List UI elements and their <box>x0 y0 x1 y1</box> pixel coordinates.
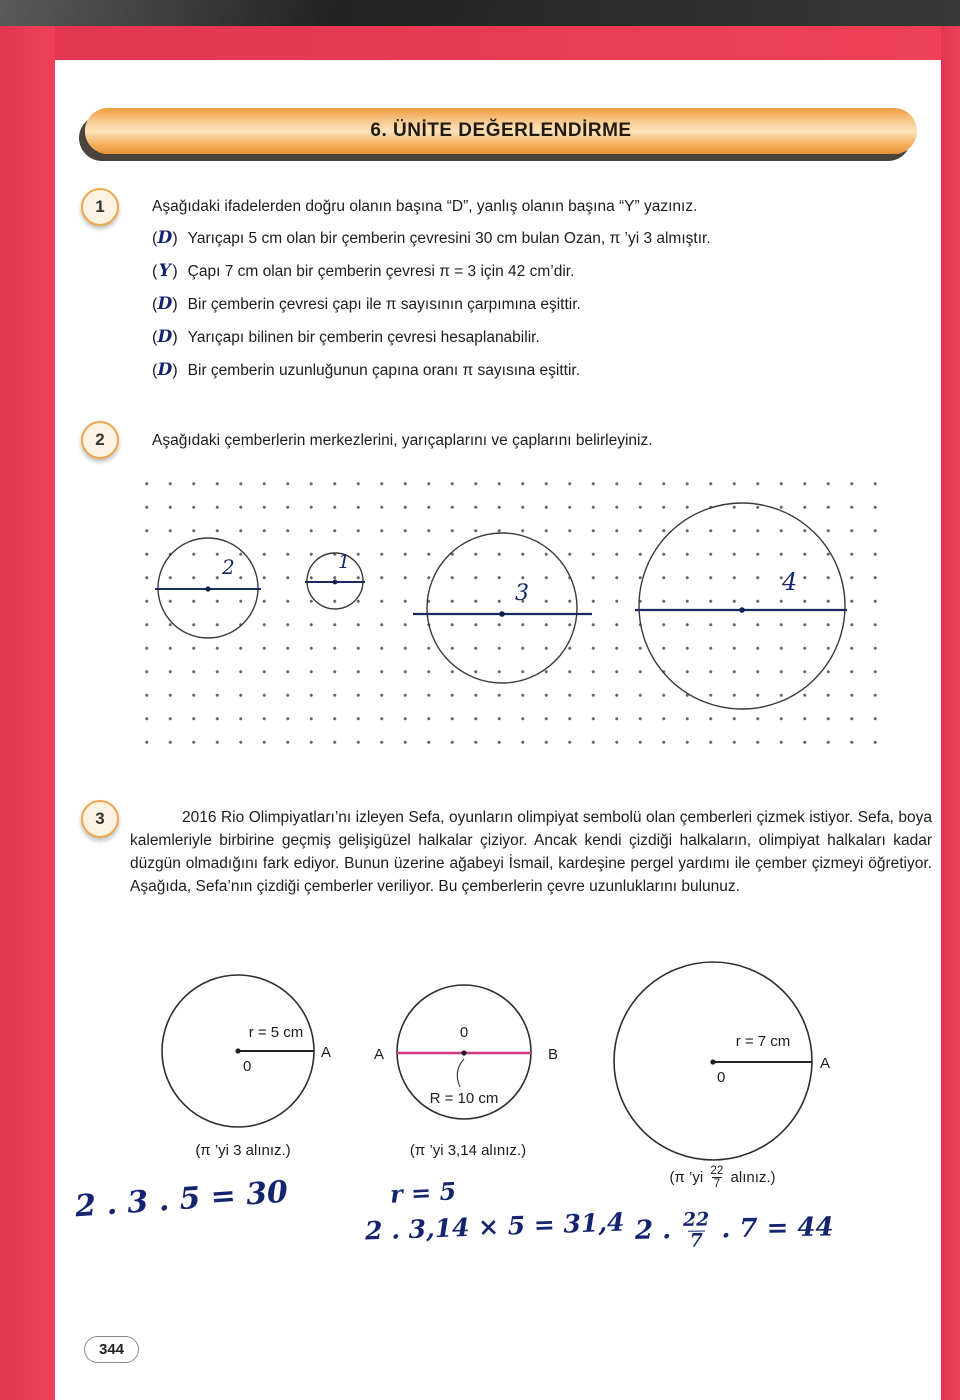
figure-r7-circle <box>605 958 840 1166</box>
r5-center-dot <box>235 1048 240 1053</box>
true-false-item <box>152 261 892 282</box>
figure-r7-caption <box>600 1165 845 1191</box>
d10-pointer-curve <box>457 1059 464 1087</box>
question-1-prompt: Aşağıdaki ifadelerden doğru olanın başına “D”, yanlış olanın başına “Y” yazınız. <box>152 198 698 215</box>
statement-text: Yarıçapı 5 cm olan bir çemberin çevresini 30 cm bulan Ozan, π ’yi 3 almıştır. <box>187 230 711 247</box>
grid-circle-r4-center-dot <box>739 607 745 613</box>
true-false-item <box>152 327 892 348</box>
r5-point-a-label: A <box>321 1044 332 1061</box>
work-3-suffix: . 7 = 44 <box>721 1212 834 1245</box>
handwritten-answer: Y <box>158 261 171 281</box>
grid-circles-drawing <box>130 468 882 746</box>
paren-open: ( <box>152 329 158 346</box>
frame-left-red <box>0 26 55 1400</box>
paren-open: ( <box>152 230 158 247</box>
top-dark-strip <box>0 0 960 26</box>
frame-top-red <box>0 26 960 60</box>
handwritten-answer: D <box>157 228 173 248</box>
paren-close: ) <box>172 362 178 379</box>
grid-circle-r3 <box>427 533 577 683</box>
r5-center-label: 0 <box>243 1058 252 1075</box>
figure-d10-caption: (π ’yi 3,14 alınız.) <box>409 1142 527 1159</box>
r7-center-label: 0 <box>717 1069 726 1086</box>
paren-open: ( <box>152 362 158 379</box>
statement-text: Bir çemberin uzunluğunun çapına oranı π sayısına eşittir. <box>187 362 581 379</box>
work-3-fraction-numerator: 22 <box>682 1208 710 1231</box>
grid-circle-r3-center-dot <box>499 611 505 617</box>
figure-d10-circle <box>368 975 568 1130</box>
question-2-number-badge: 2 <box>81 421 119 459</box>
frame-right-red <box>941 26 960 1400</box>
d10-center-dot <box>461 1050 466 1055</box>
r7-point-a-label: A <box>820 1055 831 1072</box>
r7-caption-suffix: alınız.) <box>730 1168 776 1186</box>
figure-r5-circle <box>150 965 340 1137</box>
grid-circle-r1-center-dot <box>333 580 338 585</box>
true-false-item <box>152 228 892 249</box>
statement-text: Bir çemberin çevresi çapı ile π sayısının çarpımına eşittir. <box>187 296 581 313</box>
fraction-numerator: 22 <box>710 1164 724 1177</box>
statement-text: Çapı 7 cm olan bir çemberin çevresi π = 3 için 42 cm’dir. <box>187 263 575 280</box>
grid-circle-r4-label: 4 <box>782 568 798 596</box>
grid-circle-r2-center-dot <box>205 586 210 591</box>
r5-radius-label: r = 5 cm <box>248 1024 304 1041</box>
work-3-fraction-denominator: 7 <box>689 1229 704 1252</box>
work-3-fraction <box>683 1210 710 1251</box>
paren-close: ) <box>172 329 178 346</box>
figure-r5-caption: (π ’yi 3 alınız.) <box>195 1142 291 1159</box>
handwritten-work-2a: r = 5 <box>389 1176 457 1209</box>
question-2-prompt: Aşağıdaki çemberlerin merkezlerini, yarıçaplarını ve çaplarını belirleyiniz. <box>152 432 653 449</box>
page-number-badge: 344 <box>84 1336 139 1363</box>
paren-open: ( <box>152 263 158 280</box>
unit-evaluation-banner: 6. ÜNİTE DEĞERLENDİRME <box>85 108 917 154</box>
handwritten-work-2b: 2 . 3,14 × 5 = 31,4 <box>364 1207 625 1246</box>
fraction-denominator: 7 <box>713 1177 721 1191</box>
d10-center-label: 0 <box>459 1024 469 1041</box>
question-3-number-badge: 3 <box>81 800 119 838</box>
handwritten-work-3 <box>635 1208 834 1252</box>
handwritten-answer: D <box>157 327 173 347</box>
true-false-item <box>152 294 892 315</box>
figure-r7-svg <box>605 958 840 1166</box>
paren-close: ) <box>172 230 178 247</box>
true-false-list <box>152 228 892 381</box>
question-3-prompt: 2016 Rio Olimpiyatları’nı izleyen Sefa, oyunların olimpiyat sembolü olan çemberleri çizmek istiyor. Sefa, boya kalemleriyle birbirine geçmiş gelişigüzel halkalar çiziyor. Ancak kendi çizdiği halkaların, olimpiyat halkaları kadar düzgün olmadığını fark ediyor. Bunun üzerine ağabeyi İsmail, kardeşine pergel yardımı ile çember çizmeyi öğretiyor. Aşağıda, Sefa’nın çizdiği çemberler veriliyor. Bu çemberlerin çevre uzunluklarını bulunuz. <box>130 809 932 895</box>
work-3-prefix: 2 . <box>634 1215 672 1246</box>
grid-circle-r4 <box>639 503 845 709</box>
pi-fraction <box>710 1165 723 1191</box>
grid-circle-r1-label: 1 <box>338 551 351 573</box>
figure-r5-svg <box>150 965 340 1137</box>
paren-open: ( <box>152 296 158 313</box>
d10-radius-label: R = 10 cm <box>429 1090 499 1107</box>
handwritten-work-1: 2 . 3 . 5 = 30 <box>74 1174 290 1225</box>
d10-point-a-label: A <box>373 1046 385 1063</box>
dotted-grid <box>130 468 882 746</box>
handwritten-answer: D <box>157 360 173 380</box>
handwritten-answer: D <box>157 294 173 314</box>
statement-text: Yarıçapı bilinen bir çemberin çevresi hesaplanabilir. <box>187 329 540 346</box>
d10-point-b-label: B <box>547 1046 559 1063</box>
figure-d10-svg <box>368 975 568 1130</box>
paren-close: ) <box>172 263 178 280</box>
r7-radius-label: r = 7 cm <box>735 1033 791 1050</box>
r7-caption-prefix: (π ’yi <box>669 1168 704 1186</box>
r7-center-dot <box>710 1059 715 1064</box>
question-1-number-badge: 1 <box>81 188 119 226</box>
grid-circle-r3-label: 3 <box>515 581 529 606</box>
true-false-item <box>152 360 892 381</box>
grid-circle-r2-label: 2 <box>222 555 235 579</box>
paren-close: ) <box>172 296 178 313</box>
